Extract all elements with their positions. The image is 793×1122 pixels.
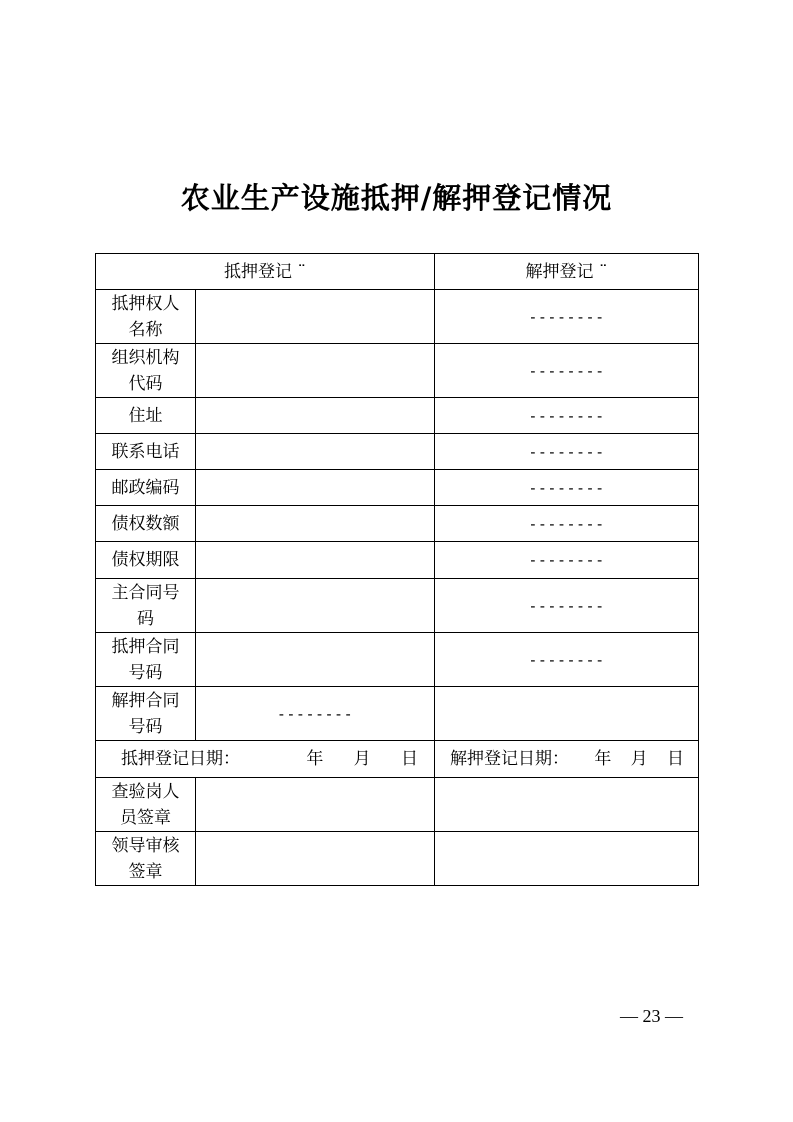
release-date-label: 解押登记日期： — [450, 749, 569, 769]
date-row — [96, 741, 699, 778]
table-row — [96, 434, 699, 470]
release-cell[interactable]: -------- — [435, 633, 699, 687]
table-row — [96, 687, 699, 741]
release-sign-cell[interactable] — [435, 832, 699, 886]
release-cell[interactable]: -------- — [435, 398, 699, 434]
pledge-date-cell[interactable] — [96, 741, 435, 778]
row-label: 解押合同 号码 — [96, 687, 196, 741]
pledge-sign-cell[interactable] — [196, 778, 435, 832]
release-cell[interactable]: -------- — [435, 506, 699, 542]
pledge-cell[interactable] — [196, 633, 435, 687]
table-row — [96, 633, 699, 687]
pledge-cell[interactable] — [196, 434, 435, 470]
sign-row — [96, 778, 699, 832]
pledge-month-unit: 月 — [353, 749, 371, 769]
pledge-sign-cell[interactable] — [196, 832, 435, 886]
pledge-cell[interactable] — [196, 579, 435, 633]
release-cell[interactable]: -------- — [435, 344, 699, 398]
header-release: 解押登记 ¨ — [435, 254, 699, 290]
release-sign-cell[interactable] — [435, 778, 699, 832]
release-day-unit: 日 — [666, 749, 684, 769]
release-cell[interactable] — [435, 687, 699, 741]
pledge-cell[interactable]: -------- — [196, 687, 435, 741]
pledge-cell[interactable] — [196, 542, 435, 579]
release-year-unit: 年 — [594, 749, 612, 769]
pledge-cell[interactable] — [196, 344, 435, 398]
table-row — [96, 290, 699, 344]
registration-table — [95, 253, 699, 886]
pledge-cell[interactable] — [196, 506, 435, 542]
release-cell[interactable]: -------- — [435, 290, 699, 344]
row-label: 住址 — [96, 398, 196, 434]
sign-row — [96, 832, 699, 886]
page-number: — 23 — — [620, 1006, 683, 1026]
release-date-cell[interactable] — [435, 741, 699, 778]
table-row — [96, 506, 699, 542]
pledge-cell[interactable] — [196, 290, 435, 344]
pledge-cell[interactable] — [196, 470, 435, 506]
pledge-day-unit: 日 — [400, 749, 418, 769]
row-label: 组织机构 代码 — [96, 344, 196, 398]
header-row — [96, 254, 699, 290]
pledge-date-label: 抵押登记日期： — [121, 749, 240, 769]
pledge-year-unit: 年 — [306, 749, 324, 769]
release-cell[interactable]: -------- — [435, 579, 699, 633]
row-label: 抵押合同 号码 — [96, 633, 196, 687]
release-cell[interactable]: -------- — [435, 434, 699, 470]
row-label: 抵押权人 名称 — [96, 290, 196, 344]
page-title: 农业生产设施抵押/解押登记情况 — [180, 181, 613, 215]
row-label: 邮政编码 — [96, 470, 196, 506]
table-row — [96, 398, 699, 434]
release-cell[interactable]: -------- — [435, 542, 699, 579]
pledge-cell[interactable] — [196, 398, 435, 434]
header-pledge: 抵押登记 ¨ — [96, 254, 435, 290]
release-cell[interactable]: -------- — [435, 470, 699, 506]
table-row — [96, 542, 699, 579]
row-label: 债权数额 — [96, 506, 196, 542]
row-label: 领导审核 签章 — [96, 832, 196, 886]
row-label: 查验岗人 员签章 — [96, 778, 196, 832]
row-label: 联系电话 — [96, 434, 196, 470]
row-label: 债权期限 — [96, 542, 196, 579]
table-row — [96, 470, 699, 506]
release-month-unit: 月 — [630, 749, 648, 769]
table-row — [96, 579, 699, 633]
row-label: 主合同号 码 — [96, 579, 196, 633]
table-row — [96, 344, 699, 398]
